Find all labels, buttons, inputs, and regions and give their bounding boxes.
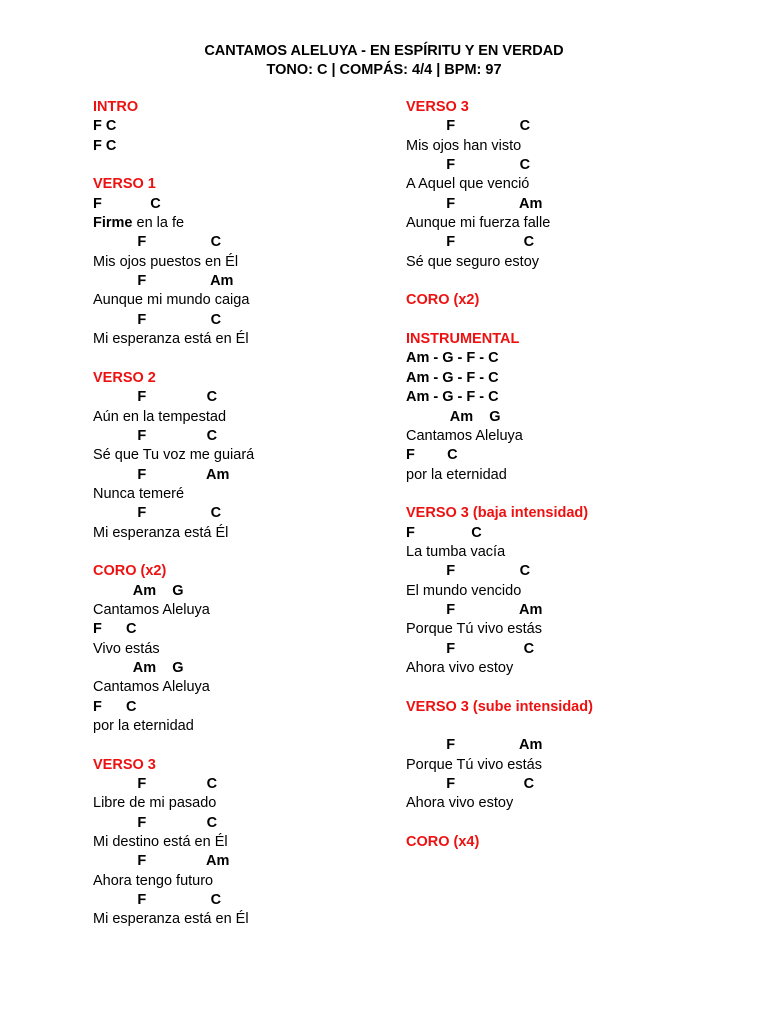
chord-line: F C [93,311,222,328]
blank-line [406,717,706,736]
blank-line [93,156,393,175]
chord-line: F C [93,118,117,135]
chord-line: F C [93,389,218,406]
blank-line [406,311,706,330]
lyric-line: Cantamos Aleluya [93,601,210,618]
lyric-line: Firme en la fe [93,215,185,232]
lyric-line: Ahora vivo estoy [406,659,514,676]
song-title-line: CANTAMOS ALELUYA - EN ESPÍRITU Y EN VERDAD [204,43,564,59]
right-column [406,98,706,852]
section-heading: VERSO 3 [406,99,469,115]
lyric-line: Libre de mi pasado [93,795,217,812]
chord-line: F C [93,505,222,522]
lyric-line: Mi esperanza está en Él [93,911,249,928]
section-heading: VERSO 3 [93,756,156,773]
chord-line: F C [406,118,531,135]
lyric-line: Cantamos Aleluya [93,679,210,696]
section-heading: CORO (x2) [406,292,480,309]
lyric-line: Mi esperanza está en Él [93,331,249,348]
chord-line: F C [93,195,161,212]
blank-line [406,814,706,833]
lyric-line: Mi destino está en Él [93,834,228,851]
section-heading: VERSO 3 (baja intensidad) [406,505,589,522]
blank-line [406,678,706,697]
blank-line [93,349,393,368]
chord-line: F C [93,814,218,831]
section-heading: VERSO 3 (sube intensidad) [406,698,593,715]
lyric-line: Aunque mi fuerza falle [406,215,551,232]
chord-line: F Am [93,466,230,483]
lyric-line: Porque Tú vivo estás [406,621,542,638]
chord-line: F Am [93,853,230,870]
lyric-bold-word: Firme [93,215,133,232]
chord-line: F C [406,640,535,657]
lyric-line: Nunca temeré [93,485,185,502]
left-column [93,98,393,930]
lyric-line: por la eternidad [406,466,507,483]
chord-line: F C [93,427,218,444]
chord-line: F Am [406,601,543,618]
lyric-line: A Aquel que venció [406,176,530,193]
song-title [0,42,768,80]
lyric-line: Aún en la tempestad [93,408,227,425]
chord-line: F C [93,621,137,638]
chord-line: F C [93,892,222,909]
chord-line: Am - G - F - C [406,350,499,367]
chord-line: F Am [93,273,234,290]
chord-line: Am - G - F - C [406,369,499,386]
song-meta-line: TONO: C | COMPÁS: 4/4 | BPM: 97 [266,62,502,78]
chord-line: F Am [406,195,543,212]
lyric-line: Mi esperanza está Él [93,524,229,541]
lyric-line: La tumba vacía [406,543,506,560]
blank-line [93,736,393,755]
lyric-line: Aunque mi mundo caiga [93,292,250,309]
chord-line: F C [406,563,531,580]
chord-line: F C [406,524,482,541]
blank-line [406,272,706,291]
chord-line: F C [93,234,222,251]
section-heading: VERSO 1 [93,176,156,193]
chord-line: F C [406,157,531,174]
chord-line: F C [93,698,137,715]
lyric-line: Sé que seguro estoy [406,253,540,270]
chord-line: F C [93,776,218,793]
chord-line: F C [406,447,458,464]
chord-line: Am G [406,408,501,425]
section-heading: INTRO [93,99,139,115]
chord-line: Am - G - F - C [406,389,499,406]
section-heading: INSTRUMENTAL [406,331,520,348]
lyric-line: por la eternidad [93,718,194,734]
lyric-line: Mis ojos puestos en Él [93,253,239,270]
lyric-line: El mundo vencido [406,582,522,599]
lyric-line: Sé que Tu voz me guiará [93,447,255,464]
lyric-line: Ahora tengo futuro [93,872,214,889]
chord-line: F C [406,234,535,251]
chord-line: Am G [93,659,184,676]
section-heading: CORO (x2) [93,563,167,580]
chord-line: F C [406,776,535,793]
blank-line [93,543,393,562]
lyric-line: Cantamos Aleluya [406,427,523,444]
section-heading: CORO (x4) [406,834,480,851]
lyric-line: Vivo estás [93,640,160,657]
blank-line [406,485,706,504]
lyric-line: Mis ojos han visto [406,137,522,154]
chord-line: F Am [406,737,543,754]
chord-line: F C [93,137,117,154]
section-heading: VERSO 2 [93,369,156,386]
chord-line: Am G [93,582,184,599]
lyric-line: Ahora vivo estoy [406,795,514,812]
lyric-line: Porque Tú vivo estás [406,756,542,773]
